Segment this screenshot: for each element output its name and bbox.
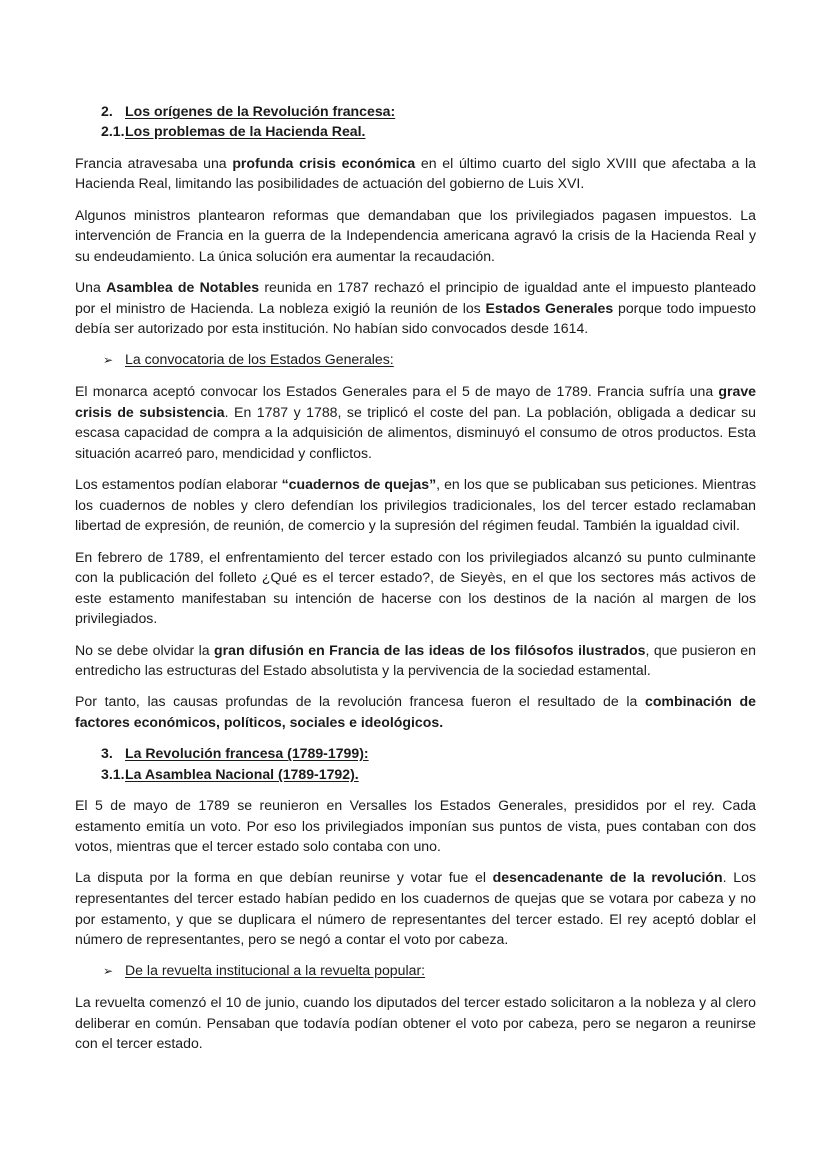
bullet-revuelta (103, 960, 756, 982)
paragraph-3: Una Asamblea de Notables reunida en 1787 rechazó el principio de igualdad ante el impuesto planteado por el ministro de Hacienda. La nobleza exigió la reunión de los Estados Generales porque todo impuesto debía ser autorizado por esta institución. No habían sido convocados desde 1614. (75, 278, 756, 337)
paragraph-4: El monarca aceptó convocar los Estados Generales para el 5 de mayo de 1789. Francia sufría una grave crisis de subsistencia. En 1787 y 1788, se triplicó el coste del pan. La población, obligada a dedicar su escasa capacidad de compra a la adquisición de alimentos, disminuyó el consumo de otros productos. Esta situación acarreó paro, mendicidad y conflictos. (75, 383, 756, 462)
section-3-1-number: 3.1. (101, 765, 125, 782)
section-2-1-heading (101, 121, 756, 141)
paragraph-7: No se debe olvidar la gran difusión en Francia de las ideas de los filósofos ilustrados, que pusieron en entredicho las estructuras del Estado absolutista y la pervivencia de la sociedad estamental. (75, 641, 756, 679)
section-2-1-title: Los problemas de la Hacienda Real. (125, 123, 366, 140)
section-3-1-heading (101, 764, 756, 784)
section-3-heading (101, 743, 756, 763)
arrow-bullet-icon: ➢ (103, 353, 114, 368)
paragraph-1: Francia atravesaba una profunda crisis económica en el último cuarto del siglo XVIII que afectaba a la Hacienda Real, limitando las posibilidades de actuación del gobierno de Luis XVI. (75, 154, 756, 192)
section-3-number: 3. (101, 745, 113, 762)
section-2-1-number: 2.1. (101, 123, 125, 140)
arrow-bullet-icon: ➢ (103, 964, 114, 979)
bullet-revuelta-text: De la revuelta institucional a la revuelta popular: (125, 962, 426, 979)
section-2-number: 2. (101, 103, 113, 119)
section-2-title: Los orígenes de la Revolución francesa: (125, 103, 396, 119)
paragraph-8: Por tanto, las causas profundas de la revolución francesa fueron el resultado de la combinación de factores económicos, políticos, sociales e ideológicos. (75, 693, 756, 730)
bullet-convocatoria-text: La convocatoria de los Estados Generales: (125, 351, 394, 368)
paragraph-5: Los estamentos podían elaborar “cuadernos de quejas”, en los que se publicaban sus peticiones. Mientras los cuadernos de nobles y clero defendían los privilegios tradicionales, los del tercer estado reclamaban libertad de expresión, de reunión, de comercio y la supresión del régimen feudal. También la igualdad civil. (75, 476, 757, 534)
paragraph-9: El 5 de mayo de 1789 se reunieron en Versalles los Estados Generales, presididos por el rey. Cada estamento emitía un voto. Por eso los privilegiados imponían sus puntos de vista, pues contaban con dos votos, mientras que el tercer estado solo contaba con uno. (75, 796, 756, 855)
section-2-heading (101, 101, 756, 121)
bullet-convocatoria (103, 349, 756, 371)
paragraph-6: En febrero de 1789, el enfrentamiento del tercer estado con los privilegiados alcanzó su punto culminante con la publicación del folleto ¿Qué es el tercer estado?, de Sieyès, en el que los sectores más activos de este estamento manifestaban su intención de hacerse con los destinos de la nación al margen de los privilegiados. (75, 548, 756, 627)
paragraph-2: Algunos ministros plantearon reformas que demandaban que los privilegiados pagasen impuestos. La intervención de Francia en la guerra de la Independencia americana agravó la crisis de la Hacienda Real y su endeudamiento. La única solución era aumentar la recaudación. (75, 206, 756, 264)
paragraph-11: La revuelta comenzó el 10 de junio, cuando los diputados del tercer estado solicitaron a la nobleza y al clero deliberar en común. Pensaban que todavía podían obtener el voto por cabeza, pero se negaron a reunirse con el tercer estado. (75, 994, 756, 1052)
paragraph-10: La disputa por la forma en que debían reunirse y votar fue el desencadenante de la revolución. Los representantes del tercer estado habían pedido en los cuadernos de quejas que se votara por cabeza y no por estamento, y que se duplicara el número de representantes del tercer estado. El rey aceptó doblar el número de representantes, pero se negó a contar el voto por cabeza. (75, 869, 756, 948)
section-3-title: La Revolución francesa (1789-1799): (125, 745, 369, 762)
section-3-1-title: La Asamblea Nacional (1789-1792). (125, 765, 359, 782)
